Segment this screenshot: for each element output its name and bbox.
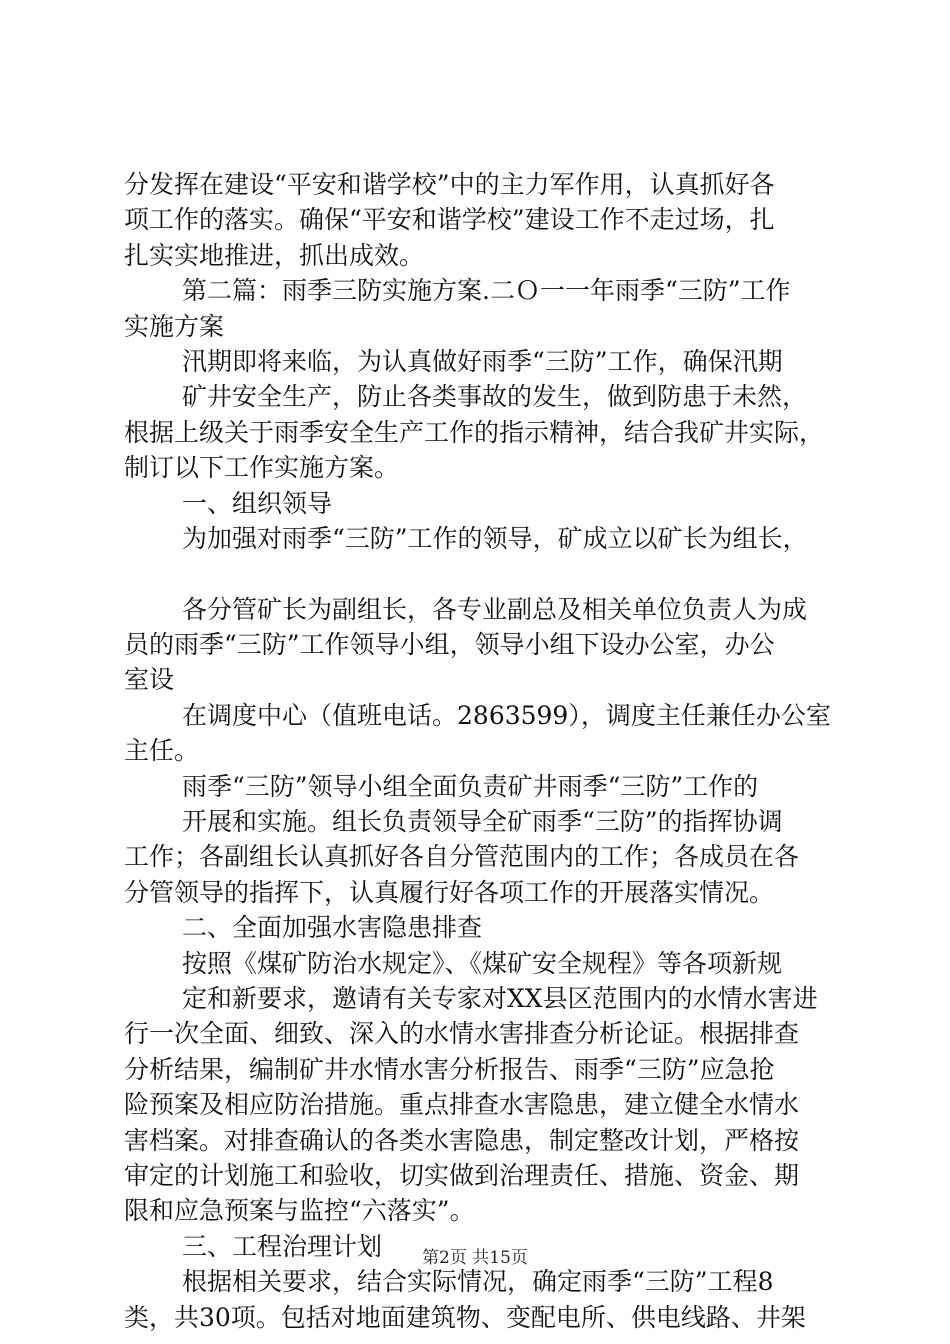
text-line: 分管领导的指挥下，认真履行好各项工作的开展落实情况。 [124,877,775,907]
text-line: 险预案及相应防治措施。重点排查水害隐患，建立健全水情水 [124,1090,800,1120]
text-line: 汛期即将来临，为认真做好雨季“三防”工作，确保汛期 [182,346,783,376]
subsection-heading: 二、全面加强水害隐患排查 [182,913,483,943]
text-line: 各分管矿长为副组长，各专业副总及相关单位负责人为成 [182,594,808,624]
text-line: 为加强对雨季“三防”工作的领导，矿成立以矿长为组长， [182,523,808,553]
text-line: 雨季“三防”领导小组全面负责矿井雨季“三防”工作的 [182,771,759,801]
document-body [124,167,844,1335]
text-line: 工作；各副组长认真抓好各自分管范围内的工作；各成员在各 [124,842,800,872]
text-line: 主任。 [124,736,200,766]
text-line: 扎实实地推进，抓出成效。 [124,240,425,270]
text-line: 行一次全面、细致、深入的水情水害排查分析论证。根据排查 [124,1019,800,1049]
subsection-heading: 三、工程治理计划 [182,1231,383,1261]
text-line: 员的雨季“三防”工作领导小组，领导小组下设办公室，办公 [124,630,775,660]
subsection-heading: 一、组织领导 [182,488,333,518]
text-line: 根据上级关于雨季安全生产工作的指示精神，结合我矿井实际， [124,417,825,447]
text-line: 按照《煤矿防治水规定》、《煤矿安全规程》等各项新规 [182,948,783,978]
section-heading-continued: 实施方案 [124,311,225,341]
text-line: 制订以下工作实施方案。 [124,453,400,483]
text-line: 限和应急预案与监控“六落实”。 [124,1196,475,1226]
text-line: 项工作的落实。确保“平安和谐学校”建设工作不走过场，扎 [124,205,775,235]
text-line: 定和新要求，邀请有关专家对XX县区范围内的水情水害进 [182,983,818,1013]
text-line: 害档案。对排查确认的各类水害隐患，制定整改计划，严格按 [124,1125,800,1155]
text-line: 开展和实施。组长负责领导全矿雨季“三防”的指挥协调 [182,807,783,837]
text-line: 矿井安全生产，防止各类事故的发生，做到防患于未然， [182,382,808,412]
text-line: 根据相关要求，结合实际情况，确定雨季“三防”工程8 [182,1267,774,1297]
text-line: 分析结果，编制矿井水情水害分析报告、雨季“三防”应急抢 [124,1054,775,1084]
text-line: 室设 [124,665,175,695]
page-number-footer: 第2页 共15页 [422,1248,528,1268]
text-line: 分发挥在建设“平安和谐学校”中的主力军作用，认真抓好各 [124,170,775,199]
section-heading: 第二篇：雨季三防实施方案.二Ｏ一一年雨季“三防”工作 [182,276,791,306]
text-line: 在调度中心（值班电话。2863599），调度主任兼任办公室 [182,700,831,730]
text-line: 审定的计划施工和验收，切实做到治理责任、措施、资金、期 [124,1160,800,1190]
text-line: 类，共30项。包括对地面建筑物、变配电所、供电线路、井架 [124,1302,806,1332]
blank-line [124,556,844,591]
